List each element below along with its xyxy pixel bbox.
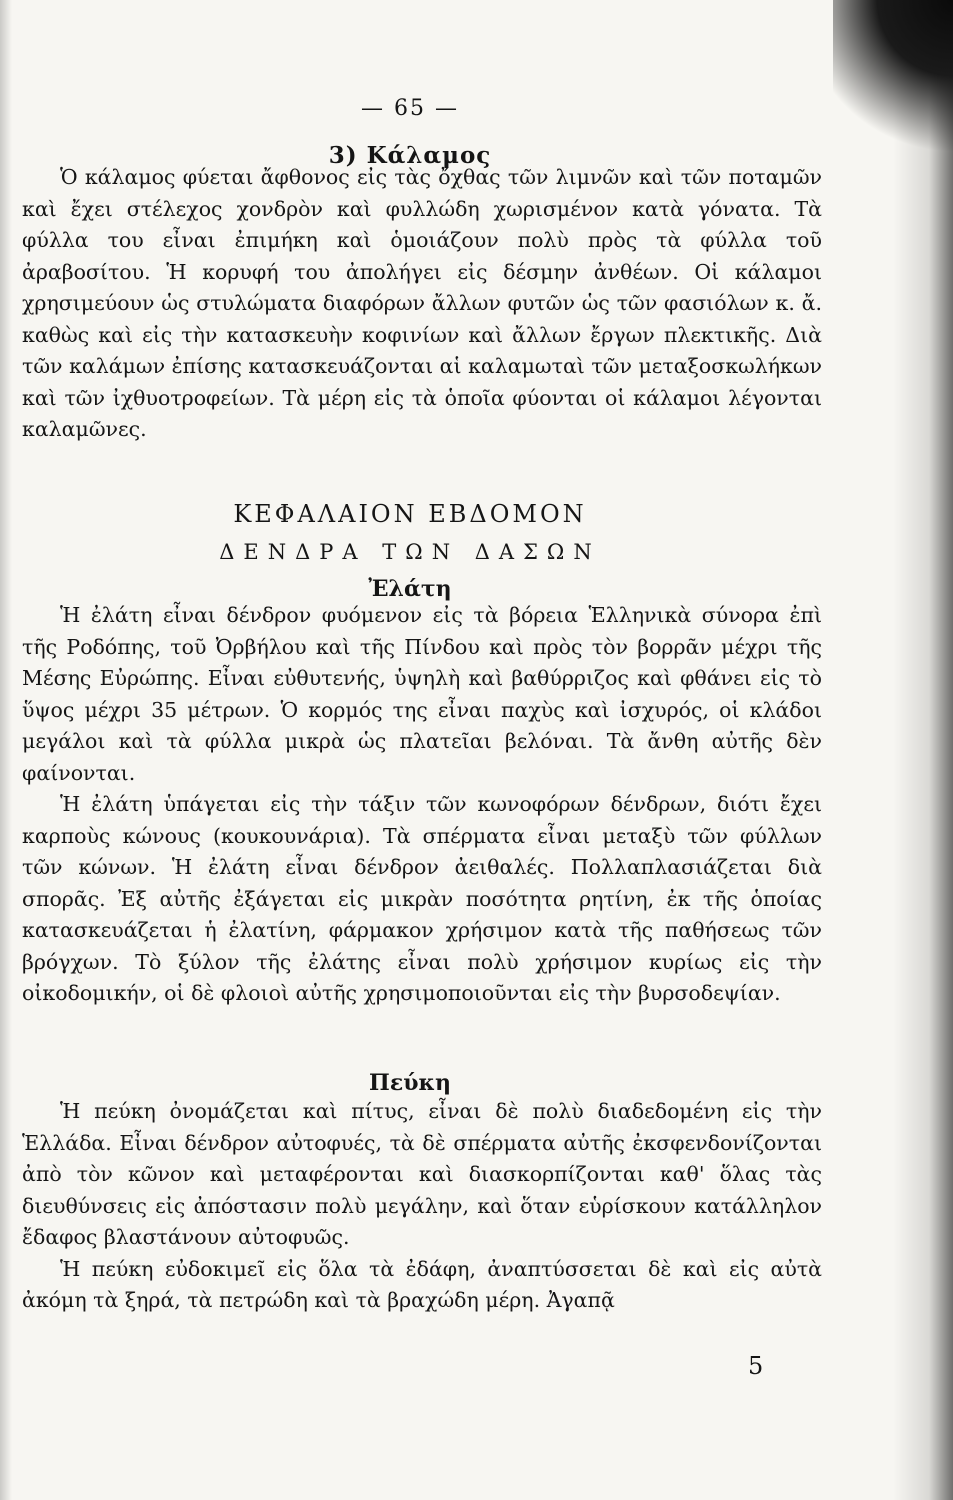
section-title: 3) Κάλαμος [328,142,492,169]
page-edge-shadow [893,0,953,1500]
chapter-subtitle: ΔΕΝΔΡΑ ΤΩΝ ΔΑΣΩΝ [219,540,601,564]
elati-text-block [22,600,822,1010]
kalamos-paragraph: Ὁ κάλαμος φύεται ἄφθονος εἰς τὰς ὄχθας τῶν λιμνῶν καὶ τῶν ποταμῶν καὶ ἔχει στέλεχος χονδρὸν καὶ φυλλώδη χωρισμένον κατὰ γόνατα. Τὰ φύλλα του εἶναι ἐπιμήκη καὶ ὁμοιάζουν πολὺ πρὸς τὰ φύλλα τοῦ ἀραβοσίτου. Ἡ κορυφή του ἀπολήγει εἰς δέσμην ἀνθέων. Οἱ κάλαμοι χρησιμεύουν ὡς στυλώματα διαφόρων ἄλλων φυτῶν ὡς τῶν φασιόλων κ. ἄ. καθὼς καὶ εἰς τὴν κατασκευὴν κοφινίων καὶ ἄλλων ἔργων πλεκτικῆς. Διὰ τῶν καλάμων ἐπίσης κατασκευάζονται αἱ καλαμωταὶ τῶν μεταξοσκωλήκων καὶ τῶν ἰχθυοτροφείων. Τὰ μέρη εἰς τὰ ὁποῖα φύονται οἱ κάλαμοι λέγονται καλαμῶνες. [22,165,822,441]
page-number: — 65 — [361,96,459,121]
chapter-title: ΚΕΦΑΛΑΙΟΝ ΕΒΔΟΜΟΝ [233,500,587,528]
peuki-paragraph-2: Ἡ πεύκη εὐδοκιμεῖ εἰς ὅλα τὰ ἐδάφη, ἀναπτύσσεται δὲ καὶ εἰς αὐτὰ ἀκόμη τὰ ξηρά, τὰ πετρώδη καὶ τὰ βραχώδη μέρη. Ἀγαπᾷ [22,1256,822,1312]
kalamos-text-block [22,162,822,446]
elati-heading: Ἐλάτη [368,576,452,602]
peuki-text-block [22,1096,822,1317]
peuki-heading: Πεύκη [369,1070,451,1096]
elati-paragraph-1: Ἡ ἐλάτη εἶναι δένδρον φυόμενον εἰς τὰ βόρεια Ἑλληνικὰ σύνορα ἐπὶ τῆς Ροδόπης, τοῦ Ὀρβήλου καὶ τῆς Πίνδου καὶ πρὸς τὸν βορρᾶν μέχρι τῆς Μέσης Εὐρώπης. Εἶναι εὐθυτενής, ὑψηλὴ καὶ βαθύρριζος καὶ φθάνει εἰς τὸ ὕψος μέχρι 35 μέτρων. Ὁ κορμός της εἶναι παχὺς καὶ ἰσχυρός, οἱ κλάδοι μεγάλοι καὶ τὰ φύλλα μικρὰ ὡς πλατεῖαι βελόναι. Τὰ ἄνθη αὐτῆς δὲν φαίνονται. [22,603,822,785]
page-corner-shadow [833,0,953,180]
signature-mark: 5 [748,1352,764,1380]
binding-shadow [0,0,12,1500]
elati-paragraph-2: Ἡ ἐλάτη ὑπάγεται εἰς τὴν τάξιν τῶν κωνοφόρων δένδρων, διότι ἔχει καρποὺς κώνους (κουκουνάρια). Τὰ σπέρματα εἶναι μεταξὺ τῶν φύλλων τῶν κώνων. Ἡ ἐλάτη εἶναι δένδρον ἀειθαλές. Πολλαπλασιάζεται διὰ σπορᾶς. Ἐξ αὐτῆς ἐξάγεται εἰς μικρὰν ποσότητα ρητίνη, ἐκ τῆς ὁποίας κατασκευάζεται ἡ ἐλατίνη, φάρμακον χρήσιμον κατὰ τῆς παθήσεως τῶν βρόγχων. Τὸ ξύλον τῆς ἐλάτης εἶναι πολὺ χρήσιμον κυρίως εἰς τὴν οἰκοδομικήν, οἱ δὲ φλοιοὶ αὐτῆς χρησιμοποιοῦνται εἰς τὴν βυρσοδεψίαν. [22,792,822,1005]
peuki-paragraph-1: Ἡ πεύκη ὀνομάζεται καὶ πίτυς, εἶναι δὲ πολὺ διαδεδομένη εἰς τὴν Ἑλλάδα. Εἶναι δένδρον αὐτοφυές, τὰ δὲ σπέρματα αὐτῆς ἐκσφενδονίζονται ἀπὸ τὸν κῶνον καὶ μεταφέρονται καὶ διασκορπίζονται καθ' ὅλας τὰς διευθύνσεις εἰς ἀπόστασιν πολὺ μεγάλην, καὶ ὅταν εὑρίσκουν κατάλληλον ἔδαφος βλαστάνουν αὐτοφυῶς. [22,1099,822,1249]
